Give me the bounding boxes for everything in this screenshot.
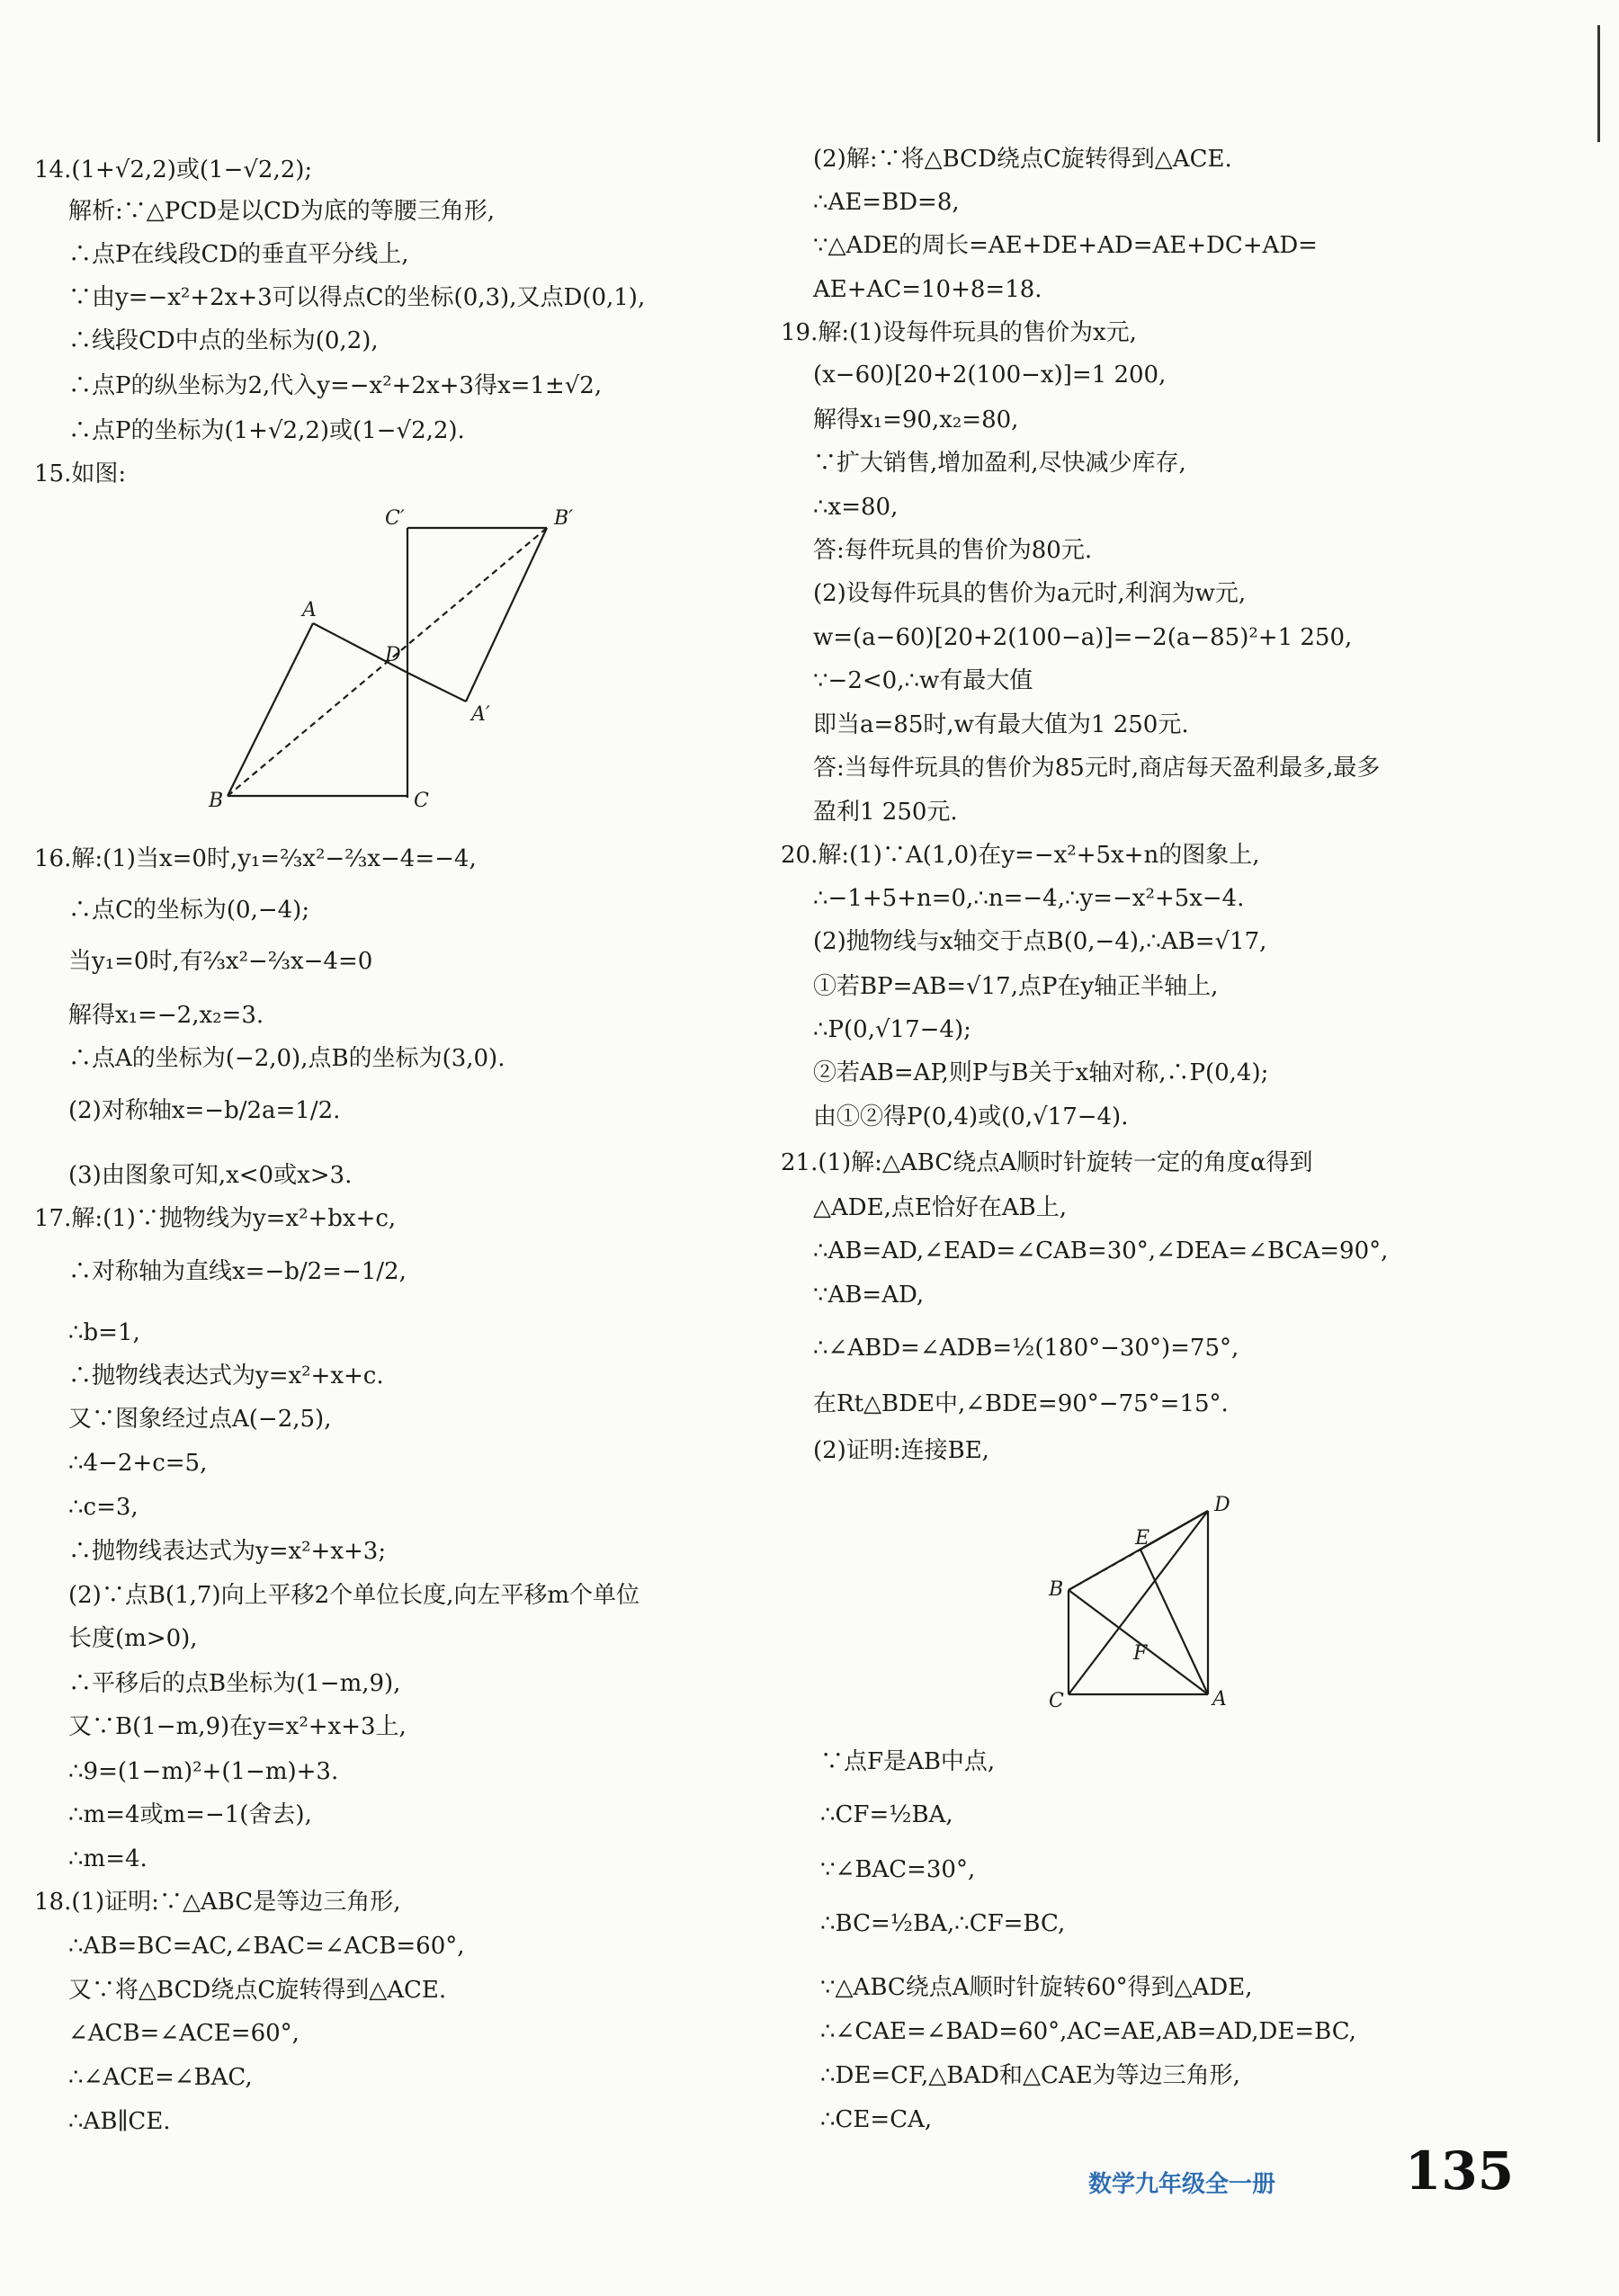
- answer-line: ∴CF=½BA,: [820, 1801, 953, 1828]
- answer-line: 18.(1)证明:∵△ABC是等边三角形,: [34, 1889, 401, 1916]
- answer-line: ②若AB=AP,则P与B关于x轴对称,∴P(0,4);: [813, 1059, 1269, 1086]
- answer-line: 即当a=85时,w有最大值为1 250元.: [813, 711, 1189, 738]
- answer-line: (x−60)[20+2(100−x)]=1 200,: [813, 362, 1167, 389]
- answer-line: 当y₁=0时,有⅔x²−⅔x−4=0: [68, 948, 373, 975]
- answer-line: ∴−1+5+n=0,∴n=−4,∴y=−x²+5x−4.: [813, 885, 1245, 912]
- label-bprime: B′: [554, 507, 574, 530]
- answer-line: ∴点P的纵坐标为2,代入y=−x²+2x+3得x=1±√2,: [68, 372, 603, 399]
- answer-line: 21.(1)解:△ABC绕点A顺时针旋转一定的角度α得到: [781, 1149, 1313, 1176]
- answer-line: ∴4−2+c=5,: [68, 1450, 208, 1477]
- answer-line: ∴m=4.: [68, 1845, 148, 1872]
- answer-line: ∴BC=½BA,∴CF=BC,: [820, 1910, 1066, 1937]
- answer-line: ∴点P在线段CD的垂直平分线上,: [68, 241, 409, 268]
- answer-line: AE+AC=10+8=18.: [813, 276, 1042, 303]
- answer-line: 又∵将△BCD绕点C旋转得到△ACE.: [68, 1977, 447, 2004]
- answer-line: (2)证明:连接BE,: [813, 1437, 989, 1464]
- answer-line: ∴抛物线表达式为y=x²+x+c.: [68, 1362, 384, 1389]
- answer-line: 解析:∵△PCD是以CD为底的等腰三角形,: [68, 198, 495, 225]
- answer-line: 19.解:(1)设每件玩具的售价为x元,: [781, 319, 1137, 346]
- label-a: A: [1212, 1688, 1227, 1711]
- answer-line: 在Rt△BDE中,∠BDE=90°−75°=15°.: [813, 1390, 1229, 1417]
- answer-line: ∴x=80,: [813, 494, 899, 521]
- label-b: B: [209, 790, 224, 812]
- label-d: D: [1214, 1494, 1230, 1516]
- answer-line: 由①②得P(0,4)或(0,√17−4).: [813, 1103, 1129, 1130]
- answer-line: ∵点F是AB中点,: [820, 1748, 996, 1775]
- answer-line: 14.(1+√2,2)或(1−√2,2);: [34, 156, 313, 183]
- answer-line: 长度(m>0),: [68, 1625, 198, 1652]
- answer-line: 17.解:(1)∵抛物线为y=x²+bx+c,: [34, 1205, 397, 1232]
- answer-line: ∴点P的坐标为(1+√2,2)或(1−√2,2).: [68, 417, 465, 444]
- answer-line: ∴抛物线表达式为y=x²+x+3;: [68, 1538, 387, 1565]
- answer-line: ∵扩大销售,增加盈利,尽快减少库存,: [813, 450, 1186, 477]
- answer-line: ∴点A的坐标为(−2,0),点B的坐标为(3,0).: [68, 1045, 505, 1072]
- answer-line: ∴线段CD中点的坐标为(0,2),: [68, 327, 379, 354]
- answer-line: 20.解:(1)∵A(1,0)在y=−x²+5x+n的图象上,: [781, 842, 1260, 869]
- answer-line: ∵由y=−x²+2x+3可以得点C的坐标(0,3),又点D(0,1),: [68, 284, 646, 311]
- answer-line: ∴AE=BD=8,: [813, 189, 960, 216]
- answer-line: (2)∵点B(1,7)向上平移2个单位长度,向左平移m个单位: [68, 1582, 640, 1609]
- answer-line: w=(a−60)[20+2(100−a)]=−2(a−85)²+1 250,: [813, 624, 1353, 651]
- book-title-footer: 数学九年级全一册: [1088, 2171, 1276, 2198]
- answer-line: ∴P(0,√17−4);: [813, 1016, 971, 1043]
- page-edge-line: [1597, 25, 1600, 142]
- answer-line: 答:当每件玩具的售价为85元时,商店每天盈利最多,最多: [813, 755, 1381, 782]
- figure-15-rotation-diagram: [169, 499, 673, 812]
- answer-line: 解得x₁=90,x₂=80,: [813, 406, 1019, 433]
- answer-line: ∴AB=BC=AC,∠BAC=∠ACB=60°,: [68, 1933, 465, 1960]
- answer-line: ∴c=3,: [68, 1494, 139, 1521]
- answer-line: ∴b=1,: [68, 1319, 140, 1346]
- label-d: D: [385, 644, 401, 666]
- answer-line: ∴平移后的点B坐标为(1−m,9),: [68, 1670, 401, 1697]
- label-a: A: [302, 599, 317, 621]
- page-number: 135: [1405, 2140, 1515, 2202]
- answer-line: ∵△ADE的周长=AE+DE+AD=AE+DC+AD=: [813, 232, 1318, 259]
- answer-line: ∵∠BAC=30°,: [820, 1856, 976, 1883]
- answer-line: ∵−2<0,∴w有最大值: [813, 667, 1033, 694]
- label-cprime: C′: [385, 507, 405, 530]
- label-c: C: [414, 790, 429, 812]
- answer-line: ∴AB∥CE.: [68, 2108, 171, 2135]
- answer-line: (2)解:∵将△BCD绕点C旋转得到△ACE.: [813, 146, 1232, 173]
- label-aprime: A′: [471, 703, 490, 726]
- answer-line: 15.如图:: [34, 460, 127, 487]
- answer-line: ∴m=4或m=−1(舍去),: [68, 1801, 312, 1828]
- answer-line: ∴DE=CF,△BAD和△CAE为等边三角形,: [820, 2062, 1240, 2089]
- label-c: C: [1049, 1690, 1064, 1712]
- answer-line: 又∵B(1−m,9)在y=x²+x+3上,: [68, 1713, 407, 1740]
- answer-line: 16.解:(1)当x=0时,y₁=⅔x²−⅔x−4=−4,: [34, 845, 477, 872]
- answer-line: ∴9=(1−m)²+(1−m)+3.: [68, 1758, 339, 1785]
- answer-line: ∴对称轴为直线x=−b/2=−1/2,: [68, 1258, 407, 1285]
- answer-line: 盈利1 250元.: [813, 799, 958, 826]
- figure-21-diagram: [1033, 1475, 1302, 1718]
- answer-line: ∴∠ACE=∠BAC,: [68, 2064, 253, 2091]
- answer-line: (2)对称轴x=−b/2a=1/2.: [68, 1097, 341, 1124]
- answer-line: ∴点C的坐标为(0,−4);: [68, 897, 310, 924]
- answer-line: ∴AB=AD,∠EAD=∠CAB=30°,∠DEA=∠BCA=90°,: [813, 1237, 1389, 1264]
- answer-line: 解得x₁=−2,x₂=3.: [68, 1002, 264, 1029]
- answer-line: ∵AB=AD,: [813, 1282, 925, 1309]
- answer-line: △ADE,点E恰好在AB上,: [813, 1194, 1067, 1221]
- answer-line: ∴∠CAE=∠BAD=60°,AC=AE,AB=AD,DE=BC,: [820, 2018, 1356, 2045]
- answer-line: 又∵图象经过点A(−2,5),: [68, 1406, 332, 1433]
- answer-line: ∠ACB=∠ACE=60°,: [68, 2020, 300, 2047]
- answer-line: ∵△ABC绕点A顺时针旋转60°得到△ADE,: [820, 1974, 1253, 2001]
- answer-line: (2)设每件玩具的售价为a元时,利润为w元,: [813, 580, 1247, 607]
- label-f: F: [1133, 1642, 1148, 1665]
- answer-line: ①若BP=AB=√17,点P在y轴正半轴上,: [813, 973, 1219, 1000]
- label-e: E: [1135, 1527, 1150, 1550]
- answer-line: ∴CE=CA,: [820, 2106, 933, 2133]
- answer-line: (2)抛物线与x轴交于点B(0,−4),∴AB=√17,: [813, 928, 1267, 955]
- answer-line: ∴∠ABD=∠ADB=½(180°−30°)=75°,: [813, 1335, 1239, 1362]
- label-b: B: [1049, 1578, 1064, 1601]
- answer-line: 答:每件玩具的售价为80元.: [813, 537, 1093, 564]
- answer-line: (3)由图象可知,x<0或x>3.: [68, 1162, 353, 1189]
